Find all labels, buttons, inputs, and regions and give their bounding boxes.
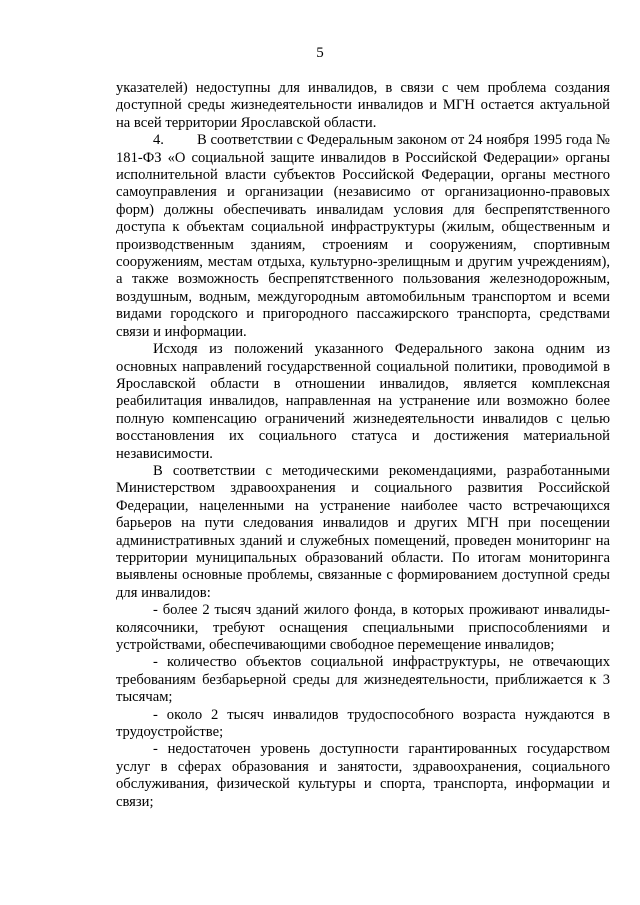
- item-number: 4.: [153, 132, 164, 149]
- paragraph: Исходя из положений указанного Федерального закона одним из основных направлений государственной социальной политики, проводимой в Ярославской области в отношении инвалидов, является комплексная реабилитация инвалидов, направленная на устранение или возможно более полную компенсацию ограничений жизнедеятельности инвалидов с целью восстановления их социального статуса и достижения материальной независимости.: [116, 341, 610, 462]
- paragraph-item-4: [116, 132, 610, 341]
- bullet-item: - недостаточен уровень доступности гарантированных государством услуг в сферах образования и занятости, здравоохранения, социального обслуживания, физической культуры и спорта, транспорта, информации и связи;: [116, 741, 610, 810]
- paragraph-continued: указателей) недоступны для инвалидов, в связи с чем проблема создания доступной среды жизнедеятельности инвалидов и МГН остается актуальной на всей территории Ярославской области.: [116, 80, 610, 131]
- paragraph-text: В соответствии с Федеральным законом от 24 ноября 1995 года № 181-ФЗ «О социальной защите инвалидов в Российской Федерации» органы исполнительной власти субъектов Российской Федерации, органы местного самоуправления и организации (независимо от организационно-правовых форм) должны обеспечивать инвалидам условия для беспрепятственного доступа к объектам социальной инфраструктуры (жилым, общественным и производственным зданиям, строениям и сооружениям, спортивным сооружениям, местам отдыха, культурно-зрелищным и другим учреждениям), а также возможность беспрепятственного пользования железнодорожным, воздушным, водным, междугородным автомобильным транспортом и всеми видами городского и пригородного пассажирского транспорта, средствами связи и информации.: [116, 132, 610, 340]
- bullet-item: - около 2 тысяч инвалидов трудоспособного возраста нуждаются в трудоустройстве;: [116, 706, 610, 741]
- bullet-item: - количество объектов социальной инфраструктуры, не отвечающих требованиям безбарьерной среды для жизнедеятельности, приближается к 3 тысячам;: [116, 654, 610, 706]
- page-number: 5: [316, 45, 324, 61]
- bullet-item: - более 2 тысяч зданий жилого фонда, в которых проживают инвалиды-колясочники, требуют оснащения специальными приспособлениями и устройствами, обеспечивающими свободное перемещение инвалидов;: [116, 602, 610, 653]
- paragraph: В соответствии с методическими рекомендациями, разработанными Министерством здравоохранения и социального развития Российской Федерации, нацеленными на устранение наиболее часто встречающихся барьеров на пути следования инвалидов и других МГН при посещении административных зданий и служебных помещений, проведен мониторинг на территории муниципальных образований области. По итогам мониторинга выявлены основные проблемы, связанные с формированием доступной среды для инвалидов:: [116, 462, 610, 601]
- document-body: [116, 80, 610, 811]
